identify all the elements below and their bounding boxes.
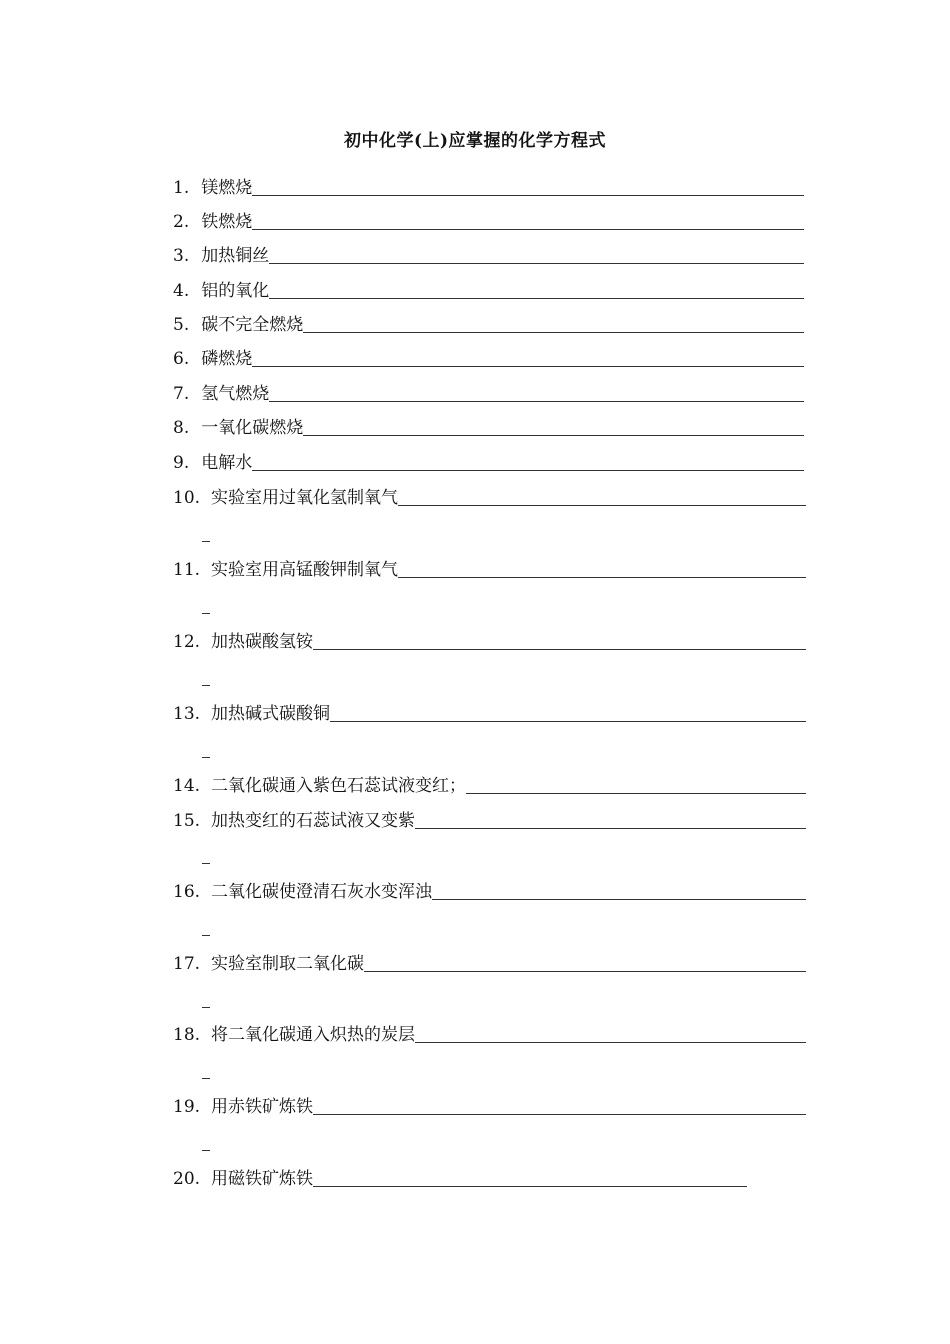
list-item <box>173 1093 806 1117</box>
item-label: 用磁铁矿炼铁 <box>211 1169 314 1189</box>
list-item <box>173 807 806 831</box>
list-item <box>173 311 804 335</box>
answer-blank[interactable] <box>303 434 804 436</box>
answer-blank[interactable] <box>398 504 806 506</box>
answer-blank-continuation[interactable] <box>202 934 210 936</box>
answer-blank[interactable] <box>303 331 804 333</box>
answer-blank[interactable] <box>313 1185 747 1187</box>
list-item <box>173 242 804 266</box>
answer-blank[interactable] <box>432 898 806 900</box>
answer-blank[interactable] <box>252 365 804 367</box>
list-item <box>173 345 804 369</box>
list-item <box>173 484 806 508</box>
list-item <box>173 208 804 232</box>
item-number: 14. <box>173 776 201 796</box>
item-number: 8. <box>173 418 190 438</box>
list-item <box>173 174 804 198</box>
list-item <box>173 556 806 580</box>
item-number: 5. <box>173 315 190 335</box>
answer-blank[interactable] <box>330 720 806 722</box>
list-item <box>173 628 806 652</box>
answer-blank[interactable] <box>313 1113 806 1115</box>
item-label: 氢气燃烧 <box>201 384 270 404</box>
item-label: 二氧化碳使澄清石灰水变浑浊 <box>211 882 433 902</box>
item-number: 16. <box>173 882 201 902</box>
item-number: 6. <box>173 349 190 369</box>
answer-blank-continuation[interactable] <box>202 1077 210 1079</box>
item-number: 10. <box>173 488 201 508</box>
list-item <box>173 1021 806 1045</box>
list-item <box>173 277 804 301</box>
item-number: 20. <box>173 1169 201 1189</box>
item-label: 电解水 <box>201 453 253 473</box>
item-number: 4. <box>173 281 190 301</box>
answer-blank[interactable] <box>415 827 806 829</box>
item-number: 17. <box>173 954 201 974</box>
item-number: 11. <box>173 560 201 580</box>
list-item <box>173 449 804 473</box>
answer-blank[interactable] <box>269 297 804 299</box>
item-label: 一氧化碳燃烧 <box>201 418 304 438</box>
item-label: 加热铜丝 <box>201 246 270 266</box>
answer-blank[interactable] <box>313 648 806 650</box>
answer-blank-continuation[interactable] <box>202 612 210 614</box>
item-number: 19. <box>173 1097 201 1117</box>
list-item <box>173 772 806 796</box>
list-item <box>173 1165 747 1189</box>
answer-blank-continuation[interactable] <box>202 1149 210 1151</box>
answer-blank-continuation[interactable] <box>202 1006 210 1008</box>
answer-blank-continuation[interactable] <box>202 684 210 686</box>
answer-blank[interactable] <box>269 400 804 402</box>
item-label: 实验室制取二氧化碳 <box>211 954 365 974</box>
item-label: 磷燃烧 <box>201 349 253 369</box>
item-label: 铝的氧化 <box>201 281 270 301</box>
answer-blank[interactable] <box>252 469 804 471</box>
answer-blank[interactable] <box>252 194 804 196</box>
answer-blank-continuation[interactable] <box>202 540 210 542</box>
item-label: 用赤铁矿炼铁 <box>211 1097 314 1117</box>
item-number: 1. <box>173 178 190 198</box>
item-number: 18. <box>173 1025 201 1045</box>
item-label: 加热碱式碳酸铜 <box>211 704 331 724</box>
answer-blank[interactable] <box>252 228 804 230</box>
answer-blank-continuation[interactable] <box>202 862 210 864</box>
list-item <box>173 878 806 902</box>
item-label: 镁燃烧 <box>201 178 253 198</box>
item-number: 3. <box>173 246 190 266</box>
item-label: 碳不完全燃烧 <box>201 315 304 335</box>
answer-blank[interactable] <box>415 1041 806 1043</box>
item-label: 铁燃烧 <box>201 212 253 232</box>
answer-blank[interactable] <box>466 792 806 794</box>
item-number: 9. <box>173 453 190 473</box>
item-label: 加热碳酸氢铵 <box>211 632 314 652</box>
answer-blank[interactable] <box>398 576 806 578</box>
answer-blank[interactable] <box>364 970 806 972</box>
item-label: 实验室用过氧化氢制氧气 <box>211 488 399 508</box>
item-number: 7. <box>173 384 190 404</box>
item-number: 15. <box>173 811 201 831</box>
list-item <box>173 380 804 404</box>
list-item <box>173 950 806 974</box>
item-label: 将二氧化碳通入炽热的炭层 <box>211 1025 416 1045</box>
page-title: 初中化学(上)应掌握的化学方程式 <box>343 131 607 151</box>
answer-blank[interactable] <box>269 262 804 264</box>
list-item <box>173 414 804 438</box>
item-number: 13. <box>173 704 201 724</box>
item-label: 实验室用高锰酸钾制氧气 <box>211 560 399 580</box>
answer-blank-continuation[interactable] <box>202 756 210 758</box>
item-label: 二氧化碳通入紫色石蕊试液变红； <box>211 776 467 796</box>
list-item <box>173 700 806 724</box>
item-number: 2. <box>173 212 190 232</box>
item-label: 加热变红的石蕊试液又变紫 <box>211 811 416 831</box>
item-number: 12. <box>173 632 201 652</box>
